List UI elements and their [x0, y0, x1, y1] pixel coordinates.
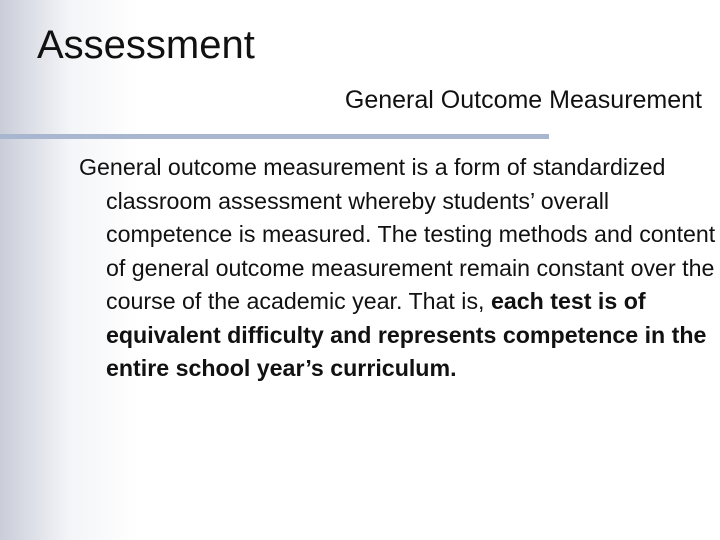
slide-subtitle: General Outcome Measurement — [344, 86, 702, 114]
body-text-regular: General outcome measurement is a form of standardized classroom assessment whereby students’ overall competence is measured. The testing methods and content of general outcome measurement remain constant over the course of the academic year. That is, — [79, 154, 716, 314]
body-text-emphasis: each test is of equivalent difficulty and represents competence in the entire school year’s curriculum. — [106, 288, 707, 381]
slide-title: Assessment — [37, 23, 255, 67]
body-paragraph — [79, 151, 720, 386]
divider-rule — [0, 134, 549, 139]
